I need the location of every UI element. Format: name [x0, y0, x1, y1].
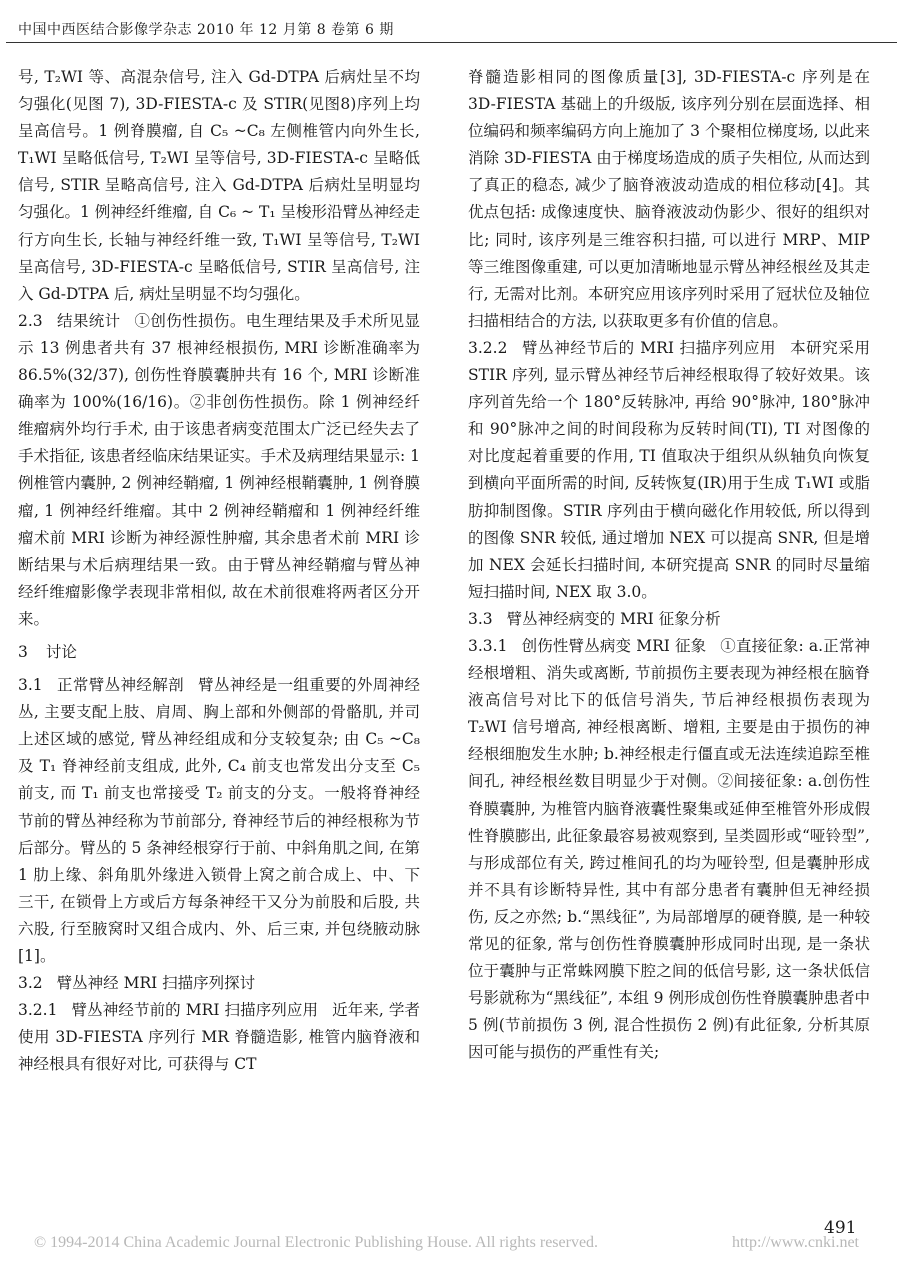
section-3-3-title: 臂丛神经病变的 MRI 征象分析	[506, 609, 721, 628]
section-3-3-heading	[468, 606, 870, 633]
section-3-2-1-paragraph	[18, 997, 420, 1078]
section-3-2-2-paragraph	[468, 335, 870, 606]
copyright-notice: © 1994-2014 China Academic Journal Electronic Publishing House. All rights reserved.	[34, 1234, 599, 1251]
section-3-3-1-title: 创伤性臂丛病变 MRI 征象	[521, 636, 707, 655]
section-3-2-heading	[18, 970, 420, 997]
section-3-number: 3	[18, 642, 28, 661]
left-column	[18, 64, 420, 1078]
section-3-3-1-paragraph	[468, 633, 870, 1067]
section-3-2-1-text: 近年来, 学者使用 3D-FIESTA 序列行 MR 脊髓造影, 椎管内脑脊液和神经根具有很好对比, 可获得与 CT	[18, 1001, 420, 1074]
footer-url[interactable]: http://www.cnki.net	[732, 1234, 859, 1251]
section-3-1-title: 正常臂丛神经解剖	[56, 676, 185, 695]
section-2-3-number: 2.3	[18, 311, 43, 330]
section-3-2-2-title: 臂丛神经节后的 MRI 扫描序列应用	[521, 338, 777, 357]
section-3-1-paragraph	[18, 672, 420, 970]
right-column	[468, 64, 870, 1066]
section-3-title: 讨论	[45, 642, 77, 661]
results-continuation-paragraph: 号, T₂WI 等、高混杂信号, 注入 Gd-DTPA 后病灶呈不均匀强化(见图 7), 3D-FIESTA-c 及 STIR(见图8)序列上均呈高信号。1 例脊膜瘤, 自 C₅ ~C₈ 左侧椎管内向外生长, T₁WI 呈略低信号, T₂WI 呈等信号, 3D-FIESTA-c 呈略低信号, STIR 呈略高信号, 注入 Gd-DTPA 后病灶呈明显均匀强化。1 例神经纤维瘤, 自 C₆ ~ T₁ 呈梭形沿臂丛神经走行方向生长, 长轴与神经纤维一致, T₁WI 呈等信号, T₂WI 呈高信号, 3D-FIESTA-c 呈略低信号, STIR 呈高信号, 注入 Gd-DTPA 后, 病灶呈明显不均匀强化。	[18, 68, 420, 303]
section-3-1-number: 3.1	[18, 676, 43, 695]
section-3-2-number: 3.2	[18, 974, 43, 993]
section-3-2-1-continuation: 脊髓造影相同的图像质量[3], 3D-FIESTA-c 序列是在 3D-FIESTA 基础上的升级版, 该序列分别在层面选择、相位编码和频率编码方向上施加了 3 个聚相位梯度场, 以此来消除 3D-FIESTA 由于梯度场造成的质子失相位, 从而达到了真正的稳态, 减少了脑脊液波动造成的相位移动[4]。其优点包括: 成像速度快、脑脊液波动伪影少、很好的组织对比; 同时, 该序列是三维容积扫描, 可以进行 MRP、MIP 等三维图像重建, 可以更加清晰地显示臂丛神经根丝及其走行, 无需对比剂。本研究应用该序列时采用了冠状位及轴位扫描相结合的方法, 以获取更多有价值的信息。	[468, 68, 870, 330]
section-3-1-text: 臂丛神经是一组重要的外周神经丛, 主要支配上肢、肩周、胸上部和外侧部的骨骼肌, 并司上述区域的感觉, 臂丛神经组成和分支较复杂; 由 C₅ ~C₈ 及 T₁ 脊神经前支组成, 此外, C₄ 前支也常发出分支至 C₅ 前支, 而 T₁ 前支也常接受 T₂ 前支的分支。一般将脊神经节前的臂丛神经称为节前部分, 脊神经节后的神经根称为节后部分。臂丛的 5 条神经根穿行于前、中斜角肌之间, 在第 1 肋上缘、斜角肌外缘进入锁骨上窝之前合成上、中、下三干, 在锁骨上方或后方每条神经干又分为前股和后股, 共六股, 行至腋窝时又组合成内、外、后三束, 并包绕腋动脉[1]。	[18, 676, 420, 965]
page-number: 491	[824, 1218, 857, 1238]
section-3-3-number: 3.3	[468, 609, 493, 628]
section-3-3-1-text: ①直接征象: a.正常神经根增粗、消失或离断, 节前损伤主要表现为神经根在脑脊液高信号对比下的低信号消失, 节后神经根损伤表现为 T₂WI 信号增高, 神经根离断、增粗, 主要是由于损伤的神经根细胞发生水肿; b.神经根走行僵直或无法连续追踪至椎间孔, 神经根丝数目明显少于对侧。②间接征象: a.创伤性脊膜囊肿, 为椎管内脑脊液囊性聚集或延伸至椎管外形成假性脊膜膨出, 此征象最容易被观察到, 呈类圆形或“哑铃型”, 与形成部位有关, 跨过椎间孔的均为哑铃型, 但是囊肿形成并不具有诊断特异性, 其中有部分患者有囊肿但无神经损伤, 反之亦然; b.“黑线征”, 为局部增厚的硬脊膜, 是一种较常见的征象, 常与创伤性脊膜囊肿形成同时出现, 是一条状位于囊肿与正常蛛网膜下腔之间的低信号影, 这一条状低信号影就称为“黑线征”, 本组 9 例形成创伤性脊膜囊肿患者中 5 例(节前损伤 3 例, 混合性损伤 2 例)有此征象, 分析其原因可能与损伤的严重性有关;	[468, 636, 870, 1062]
section-3-2-1-number: 3.2.1	[18, 1001, 58, 1020]
section-3-3-1-number: 3.3.1	[468, 636, 508, 655]
section-3-heading	[18, 639, 420, 666]
running-header	[0, 14, 903, 48]
section-2-3-paragraph	[18, 308, 420, 633]
header-rule	[6, 42, 897, 43]
section-2-3-text: ①创伤性损伤。电生理结果及手术所见显示 13 例患者共有 37 根神经根损伤, MRI 诊断准确率为 86.5%(32/37), 创伤性脊膜囊肿共有 16 个, MRI 诊断准确率为 100%(16/16)。②非创伤性损伤。除 1 例神经纤维瘤病外均行手术, 由于该患者病变范围太广泛已经失去了手术指征, 该患者经临床结果证实。手术及病理结果显示: 1 例椎管内囊肿, 2 例神经鞘瘤, 1 例神经根鞘囊肿, 1 例脊膜瘤, 1 例神经纤维瘤。其中 2 例神经鞘瘤和 1 例神经纤维瘤术前 MRI 诊断为神经源性肿瘤, 其余患者术前 MRI 诊断结果与术后病理结果一致。由于臂丛神经鞘瘤与臂丛神经纤维瘤影像学表现非常相似, 故在术前很难将两者区分开来。	[18, 311, 420, 628]
section-3-2-2-number: 3.2.2	[468, 338, 508, 357]
journal-title: 中国中西医结合影像学杂志 2010 年 12 月第 8 卷第 6 期	[18, 22, 394, 38]
section-2-3-title: 结果统计	[56, 311, 121, 330]
footer	[0, 1228, 903, 1258]
section-3-2-1-title: 臂丛神经节前的 MRI 扫描序列应用	[71, 1001, 319, 1020]
section-3-2-title: 臂丛神经 MRI 扫描序列探讨	[56, 974, 256, 993]
section-3-2-2-text: 本研究采用 STIR 序列, 显示臂丛神经节后神经根取得了较好效果。该序列首先给一个 180°反转脉冲, 再给 90°脉冲, 180°脉冲和 90°脉冲之间的时间段称为反转时间(TI), TI 对图像的对比度起着重要的作用, TI 值取决于组织从纵轴负向恢复到横向平面所需的时间, 反转恢复(IR)用于生成 T₁WI 或脂肪抑制图像。STIR 序列由于横向磁化作用较低, 所以得到的图像 SNR 较低, 通过增加 NEX 可以提高 SNR, 但是增加 NEX 会延长扫描时间, 本研究提高 SNR 的同时尽量缩短扫描时间, NEX 取 3.0。	[468, 338, 870, 601]
